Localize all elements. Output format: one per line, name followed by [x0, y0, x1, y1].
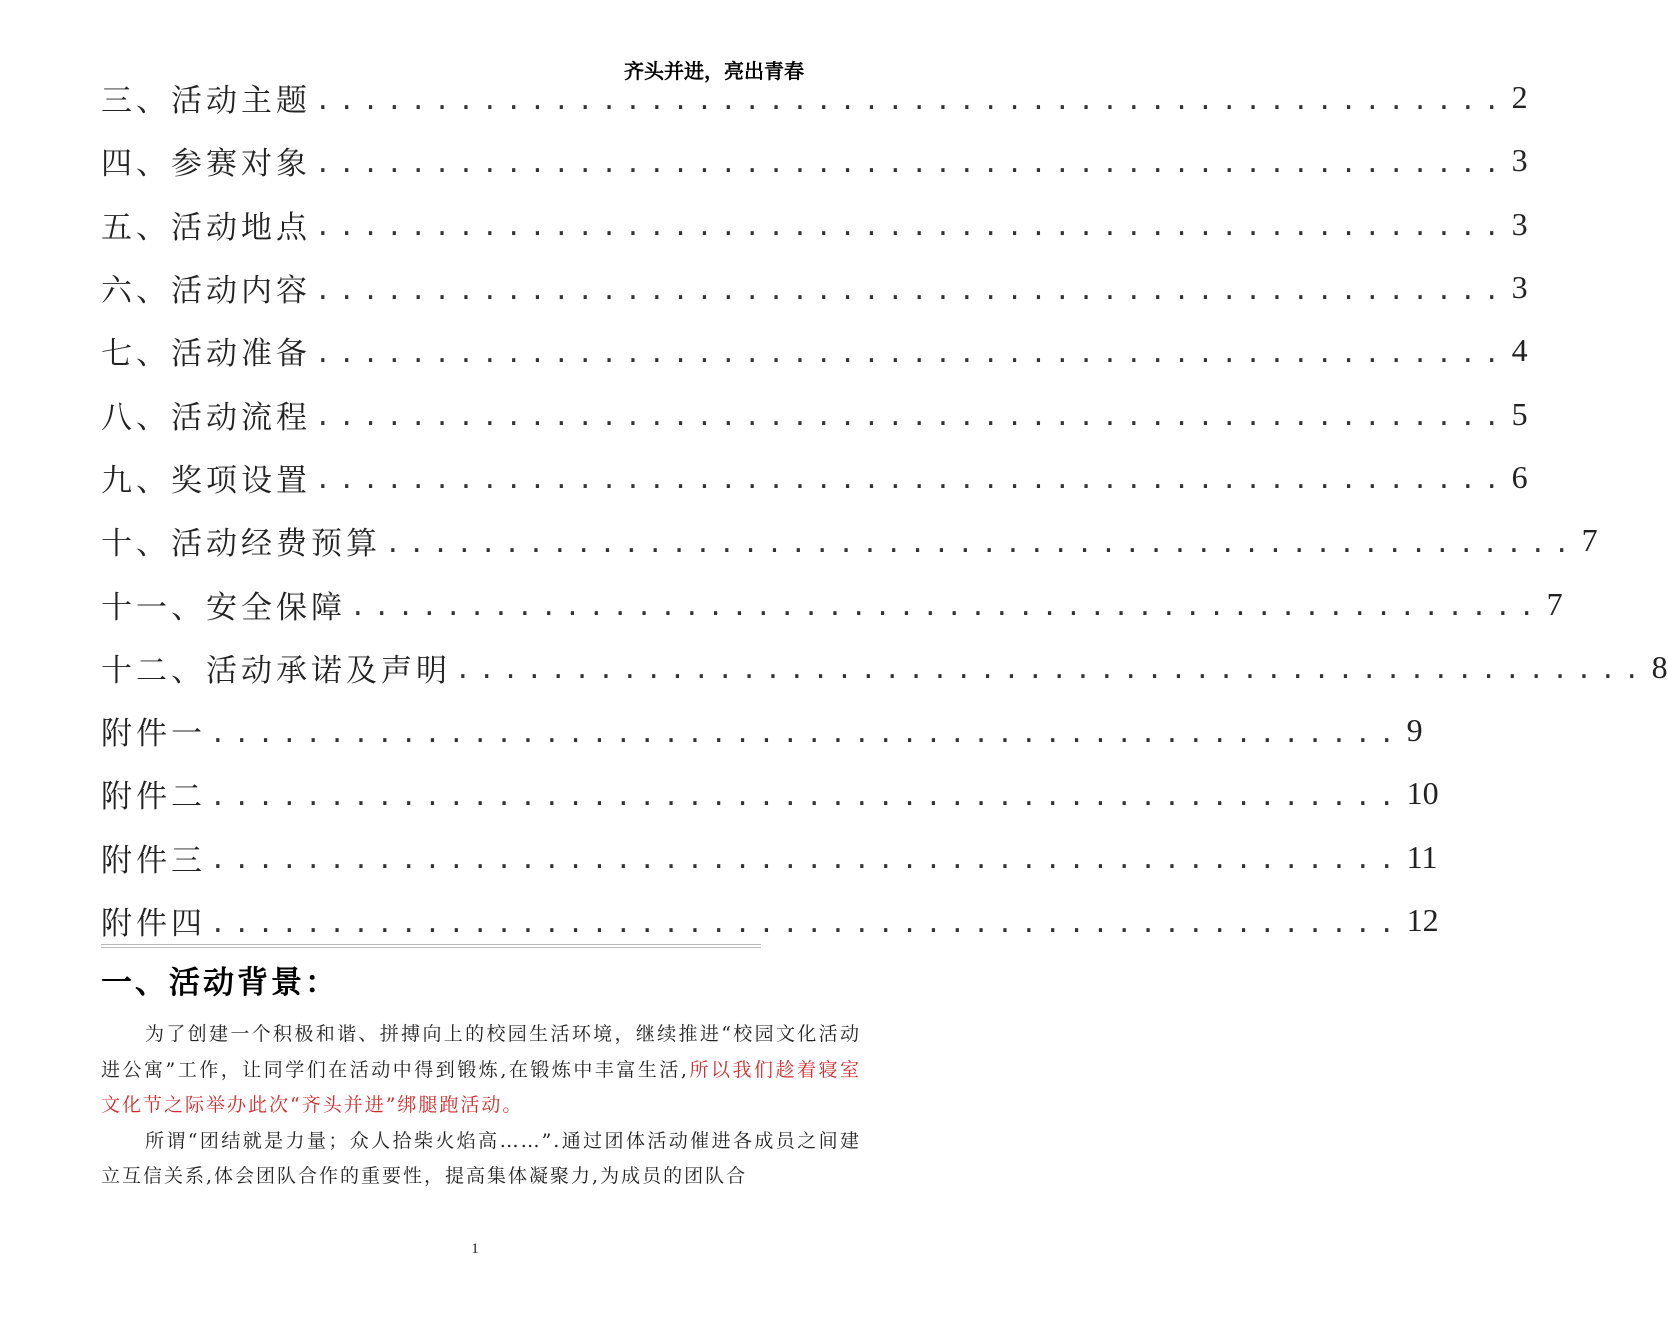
- toc-entry[interactable]: [101, 636, 1668, 699]
- toc-dot-leader: ..................................................: [210, 781, 1403, 812]
- toc-divider: [101, 944, 761, 948]
- toc-entry[interactable]: [101, 509, 1598, 572]
- paragraph-background-2: 所谓“团结就是力量；众人拾柴火焰高……”.通过团体活动催进各成员之间建立互信关系,体会团队合作的重要性，提高集体凝聚力,为成员的团队合: [101, 1129, 861, 1187]
- toc-dot-leader: ..................................................: [315, 85, 1508, 116]
- toc-dot-leader: ..................................................: [315, 402, 1508, 433]
- document-header-title: 齐头并进，亮出青春: [624, 59, 804, 83]
- toc-entry-page: 3: [1511, 142, 1528, 179]
- toc-entry-label: 四、参赛对象: [101, 146, 311, 183]
- toc-entry-page: 7: [1546, 585, 1563, 622]
- toc-dot-leader: ..................................................: [455, 655, 1648, 686]
- toc-entry-label: 八、活动流程: [101, 399, 311, 436]
- toc-dot-leader: ..................................................: [210, 718, 1403, 749]
- toc-dot-leader: ..................................................: [210, 845, 1403, 876]
- toc-dot-leader: ..................................................: [315, 465, 1508, 496]
- toc-entry[interactable]: [101, 256, 1528, 319]
- toc-entry-page: 3: [1511, 205, 1528, 242]
- toc-dot-leader: ..................................................: [315, 212, 1508, 243]
- toc-dot-leader: ..................................................: [210, 908, 1403, 939]
- toc-dot-leader: ..................................................: [315, 275, 1508, 306]
- toc-entry[interactable]: [101, 319, 1528, 382]
- toc-dot-leader: ..................................................: [385, 528, 1578, 559]
- section-body: [101, 1017, 861, 1195]
- highlighted-text: 所以我们趁着寝室文化节之际举办此次“齐头并进”绑腿跑活动。: [101, 1058, 861, 1116]
- section-heading-background: 一、活动背景：: [101, 965, 339, 1001]
- toc-entry-page: 4: [1511, 332, 1528, 369]
- toc-entry-page: 5: [1511, 395, 1528, 432]
- toc-entry[interactable]: [101, 129, 1528, 192]
- toc-entry[interactable]: [101, 446, 1528, 509]
- toc-entry-label: 附件三: [101, 842, 206, 879]
- toc-entry-page: 9: [1406, 712, 1423, 749]
- toc-entry-label: 十一、安全保障: [101, 589, 346, 626]
- toc-entry[interactable]: [101, 193, 1528, 256]
- toc-entry-label: 附件一: [101, 716, 206, 753]
- paragraph-background-1: [101, 1017, 861, 1124]
- toc-entry-label: 九、奖项设置: [101, 462, 311, 499]
- toc-entry-label: 三、活动主题: [101, 83, 311, 120]
- toc-entry-page: 6: [1511, 458, 1528, 495]
- toc-entry[interactable]: [101, 762, 1439, 825]
- toc-entry[interactable]: [101, 382, 1528, 445]
- toc-dot-leader: ..................................................: [315, 148, 1508, 179]
- toc-entry[interactable]: [101, 572, 1563, 635]
- toc-entry-label: 十、活动经费预算: [101, 526, 381, 563]
- toc-entry-page: 12: [1406, 902, 1439, 938]
- toc-dot-leader: ..................................................: [315, 338, 1508, 369]
- toc-entry[interactable]: [101, 66, 1528, 129]
- page-number: 1: [471, 1241, 479, 1257]
- toc-entry[interactable]: [101, 889, 1439, 952]
- toc-entry-label: 五、活动地点: [101, 209, 311, 246]
- toc-entry-page: 10: [1406, 775, 1439, 812]
- toc-entry-label: 六、活动内容: [101, 273, 311, 310]
- toc-entry[interactable]: [101, 699, 1423, 762]
- toc-dot-leader: ..................................................: [350, 592, 1543, 623]
- toc-entry-page: 3: [1511, 269, 1528, 306]
- toc-entry[interactable]: [101, 826, 1438, 889]
- toc-entry-page: 7: [1581, 522, 1598, 559]
- toc-entry-label: 附件二: [101, 779, 206, 816]
- toc-entry-label: 七、活动准备: [101, 336, 311, 373]
- paragraph-text: 为了创建一个积极和谐、拼搏向上的校园生活环境，继续推进“校园文化活动进公寓”工作，让同学们在活动中得到锻炼,在锻炼中丰富生活,: [101, 1023, 861, 1081]
- toc-entry-page: 8: [1651, 648, 1668, 685]
- toc-entry-page: 11: [1406, 838, 1438, 875]
- table-of-contents: [101, 66, 1668, 952]
- toc-entry-page: 2: [1511, 79, 1528, 116]
- toc-entry-label: 十二、活动承诺及声明: [101, 652, 451, 689]
- toc-entry-label: 附件四: [101, 906, 206, 942]
